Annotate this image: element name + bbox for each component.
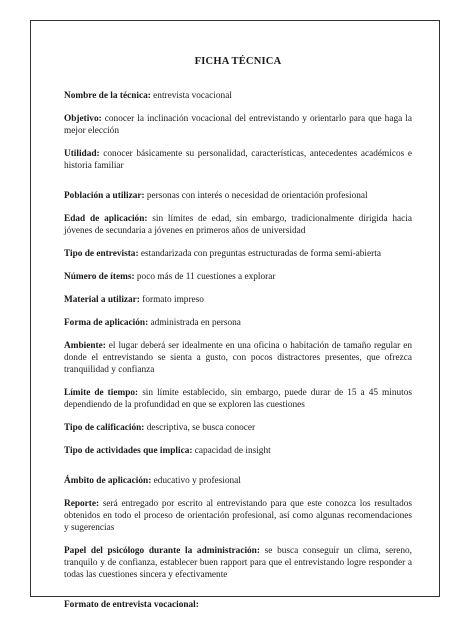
field-label: Ámbito de aplicación: [64,476,152,486]
field-objetivo [64,113,412,137]
field-numero-items [64,271,412,283]
document-title: FICHA TÉCNICA [194,56,282,67]
field-value: sin límite establecido, sin embargo, puede durar de 15 a 45 minutos dependiendo de la profundidad en que se exploren las cuestiones [64,388,412,410]
field-tipo-entrevista [64,248,412,260]
field-label: Límite de tiempo: [64,388,139,398]
field-label: Población a utilizar: [64,191,145,201]
field-label: Número de ítems: [64,272,135,282]
field-tipo-actividades [64,445,412,457]
field-value: administrada en persona [150,318,241,328]
field-edad [64,213,412,237]
field-tipo-calificacion [64,422,412,434]
field-value: se busca conseguir un clima, sereno, tranquilo y de confianza, establecer buen rapport para que el entrevistando logre responder a todas las cuestiones sincera y efectivamente [64,546,412,580]
field-label: Papel del psicólogo durante la administración: [64,546,260,556]
field-utilidad [64,148,412,172]
field-label: Utilidad: [64,149,100,159]
field-value: educativo y profesional [153,476,241,486]
field-value: estandarizada con preguntas estructuradas de forma semi-abierta [140,249,381,259]
field-value: formato impreso [142,295,204,305]
field-value: conocer la inclinación vocacional del entrevistando y orientarlo para que haga la mejor elección [64,114,412,136]
field-papel-psicologo [64,545,412,581]
field-label: Ambiente: [64,341,106,351]
field-value: poco más de 11 cuestiones a explorar [136,272,276,282]
field-forma-aplicacion [64,317,412,329]
field-value: personas con interés o necesidad de orientación profesional [146,191,368,201]
field-limite-tiempo [64,387,412,411]
field-ambito [64,475,412,487]
field-value: el lugar deberá ser idealmente en una oficina o habitación de tamaño regular en donde el entrevistando se sienta a gusto, con pocos distractores presentes, que ofrezca tranquilidad y confianza [64,341,412,375]
field-poblacion [64,190,412,202]
field-label: Tipo de actividades que implica: [64,446,193,456]
field-label: Edad de aplicación: [64,214,148,224]
field-value: descriptiva, se busca conocer [146,423,256,433]
field-value: será entregado por escrito al entrevistando para que este conozca los resultados obtenidos en todo el proceso de orientación profesional, así como algunas recomendaciones y sugerencias [64,499,412,533]
field-label: Tipo de entrevista: [64,249,139,259]
field-label: Reporte: [64,499,100,509]
field-label: Tipo de calificación: [64,423,145,433]
field-value: entrevista vocacional [153,91,232,101]
field-formato [64,599,412,611]
field-nombre [64,90,412,102]
field-label: Forma de aplicación: [64,318,149,328]
field-reporte [64,498,412,534]
field-ambiente [64,340,412,376]
field-label: Material a utilizar: [64,295,140,305]
field-label: Formato de entrevista vocacional: [64,600,199,610]
field-value: conocer básicamente su personalidad, características, antecedentes académicos e historia familiar [64,149,413,171]
field-label: Objetivo: [64,114,102,124]
field-value: sin límites de edad, sin embargo, tradicionalmente dirigida hacia jóvenes de secundaria a jóvenes en primeros años de universidad [64,214,412,236]
field-value: capacidad de insight [194,446,271,456]
document-body [64,56,412,622]
field-label: Nombre de la técnica: [64,91,151,101]
field-material [64,294,412,306]
